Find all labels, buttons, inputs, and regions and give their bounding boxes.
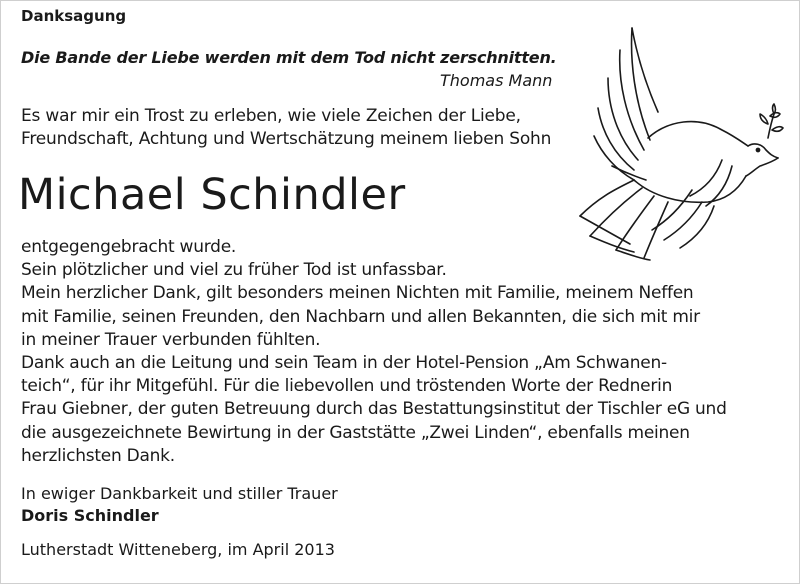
intro-text	[21, 105, 551, 151]
dove-with-olive-branch-icon	[572, 20, 792, 265]
body-line: Sein plötzlicher und viel zu früher Tod ist unfassbar.	[21, 260, 447, 281]
heading: Danksagung	[21, 7, 127, 25]
signer-name: Doris Schindler	[21, 506, 159, 525]
body-line: teich“, für ihr Mitgefühl. Für die liebevollen und tröstenden Worte der Rednerin	[21, 376, 673, 397]
body-line: herzlichsten Dank.	[21, 445, 175, 466]
body-line: Frau Giebner, der guten Betreuung durch das Bestattungsinstitut der Tischler eG und	[21, 399, 727, 420]
quote-text: Die Bande der Liebe werden mit dem Tod nicht zerschnitten.	[21, 48, 557, 67]
deceased-name: Michael Schindler	[18, 170, 406, 220]
body-line: entgegengebracht wurde.	[21, 237, 237, 257]
body-line: Dank auch an die Leitung und sein Team in der Hotel-Pension „Am Schwanen-	[21, 353, 667, 374]
body-text	[21, 236, 727, 468]
place-date: Lutherstadt Witteneberg, im April 2013	[21, 540, 335, 559]
body-line: die ausgezeichnete Bewirtung in der Gaststätte „Zwei Linden“, ebenfalls meinen	[21, 422, 690, 443]
body-line: in meiner Trauer verbunden fühlten.	[21, 329, 321, 350]
intro-line: Freundschaft, Achtung und Wertschätzung meinem lieben Sohn	[21, 129, 552, 149]
body-line: mit Familie, seinen Freunden, den Nachbarn und allen Bekannten, die sich mit mir	[21, 306, 700, 327]
quote-author: Thomas Mann	[440, 71, 553, 90]
intro-line: Es war mir ein Trost zu erleben, wie viele Zeichen der Liebe,	[21, 106, 521, 126]
closing-line: In ewiger Dankbarkeit und stiller Trauer	[21, 484, 338, 503]
body-line: Mein herzlicher Dank, gilt besonders meinen Nichten mit Familie, meinem Neffen	[21, 283, 694, 304]
closing	[21, 483, 338, 527]
